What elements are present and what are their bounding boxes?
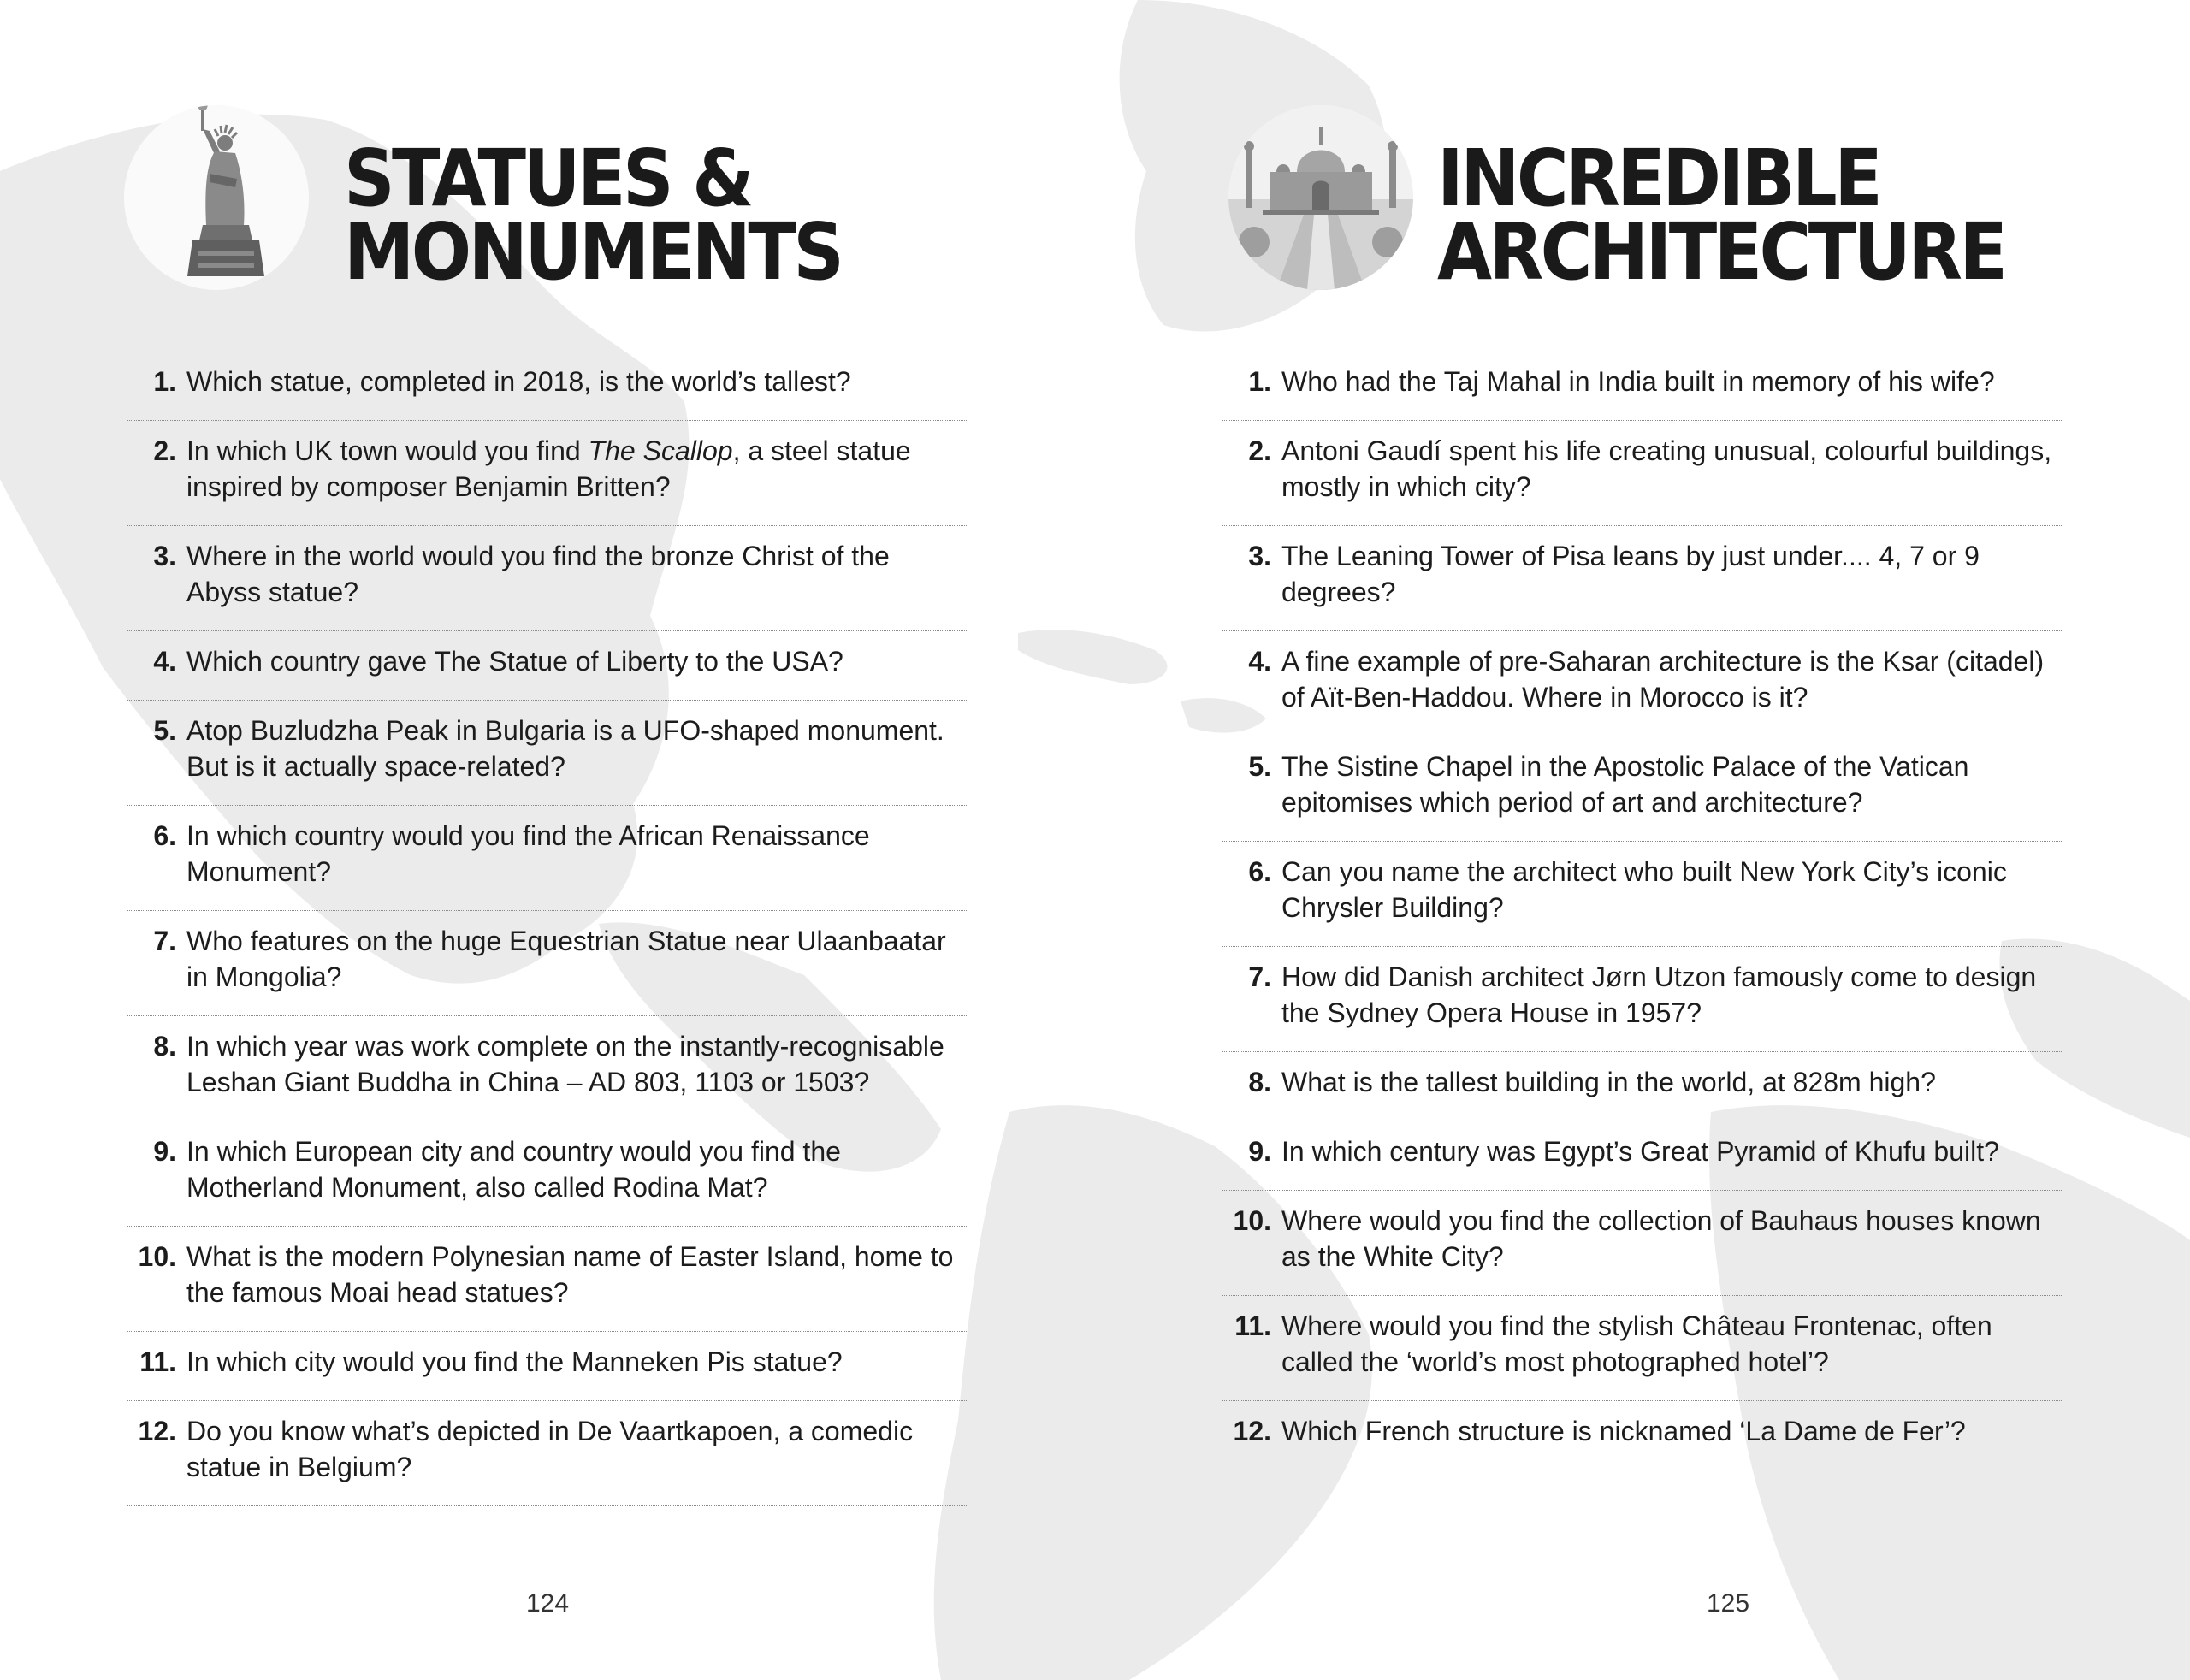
question-item xyxy=(127,1401,968,1506)
question-number: 9. xyxy=(1248,1136,1271,1167)
question-text: In which city would you find the Manneken Pis statue? xyxy=(186,1346,843,1377)
question-text: Who had the Taj Mahal in India built in memory of his wife? xyxy=(1281,366,1995,397)
title-line: STATUES & xyxy=(344,133,751,224)
taj-mahal-icon xyxy=(1228,105,1413,290)
question-list xyxy=(1222,352,2062,1470)
question-text-italic: The Scallop xyxy=(588,435,733,466)
question-text: Where would you find the stylish Château Frontenac, often called the ‘world’s most photographed hotel’? xyxy=(1281,1310,1992,1377)
right-page xyxy=(1095,0,2190,1680)
question-number: 9. xyxy=(153,1136,176,1167)
statue-of-liberty-icon xyxy=(124,105,309,290)
page-number: 125 xyxy=(1706,1589,1750,1618)
question-text: Who features on the huge Equestrian Statue near Ulaanbaatar in Mongolia? xyxy=(186,926,946,992)
question-text xyxy=(186,433,968,505)
question-number: 3. xyxy=(1248,541,1271,571)
title-line: ARCHITECTURE xyxy=(1437,206,2005,298)
question-number: 10. xyxy=(138,1241,176,1272)
question-number: 5. xyxy=(153,715,176,746)
question-item xyxy=(127,1332,968,1401)
title-line: INCREDIBLE xyxy=(1437,133,1880,224)
question-item xyxy=(127,526,968,631)
question-text: Antoni Gaudí spent his life creating unusual, colourful buildings, mostly in which city? xyxy=(1281,435,2052,502)
question-item xyxy=(1222,526,2062,631)
page-title xyxy=(344,133,842,298)
question-list xyxy=(127,352,968,1506)
question-item xyxy=(127,352,968,421)
question-item xyxy=(127,806,968,911)
question-number: 12. xyxy=(1233,1416,1271,1446)
question-item xyxy=(127,421,968,526)
question-text: Where in the world would you find the bronze Christ of the Abyss statue? xyxy=(186,541,890,607)
title-line: MONUMENTS xyxy=(344,206,842,298)
question-item xyxy=(1222,1296,2062,1401)
question-number: 8. xyxy=(153,1031,176,1062)
page-number: 124 xyxy=(525,1589,570,1618)
question-number: 2. xyxy=(1248,435,1271,466)
question-number: 12. xyxy=(138,1416,176,1446)
question-item xyxy=(1222,631,2062,736)
question-item xyxy=(1222,947,2062,1052)
question-item xyxy=(1222,736,2062,842)
question-text: Where would you find the collection of Bauhaus houses known as the White City? xyxy=(1281,1205,2041,1272)
question-item xyxy=(1222,352,2062,421)
question-text-part: In which UK town would you find xyxy=(186,435,589,466)
question-number: 10. xyxy=(1233,1205,1271,1236)
question-text: Which French structure is nicknamed ‘La Dame de Fer’? xyxy=(1281,1416,1966,1446)
question-number: 3. xyxy=(153,541,176,571)
question-item xyxy=(127,631,968,701)
question-text: The Leaning Tower of Pisa leans by just under.... 4, 7 or 9 degrees? xyxy=(1281,541,1980,607)
question-number: 4. xyxy=(1248,646,1271,677)
page-title xyxy=(1437,133,2005,298)
question-text: In which country would you find the African Renaissance Monument? xyxy=(186,820,870,887)
question-text: Which statue, completed in 2018, is the world’s tallest? xyxy=(186,366,851,397)
question-item xyxy=(127,911,968,1016)
question-number: 6. xyxy=(1248,856,1271,887)
question-item xyxy=(127,1016,968,1121)
question-text: What is the modern Polynesian name of Easter Island, home to the famous Moai head statues? xyxy=(186,1241,954,1308)
question-number: 1. xyxy=(153,366,176,397)
question-number: 11. xyxy=(139,1346,176,1377)
question-text: The Sistine Chapel in the Apostolic Palace of the Vatican epitomises which period of art and architecture? xyxy=(1281,751,1969,818)
question-item xyxy=(1222,1401,2062,1470)
question-item xyxy=(1222,421,2062,526)
question-number: 7. xyxy=(153,926,176,956)
question-text: How did Danish architect Jørn Utzon famously come to design the Sydney Opera House in 1957? xyxy=(1281,961,2037,1028)
question-text: A fine example of pre-Saharan architecture is the Ksar (citadel) of Aït-Ben-Haddou. Where in Morocco is it? xyxy=(1281,646,2045,713)
question-number: 8. xyxy=(1248,1067,1271,1097)
question-number: 2. xyxy=(153,435,176,466)
question-item xyxy=(1222,1121,2062,1191)
question-item xyxy=(1222,1191,2062,1296)
question-text: Which country gave The Statue of Liberty to the USA? xyxy=(186,646,843,677)
question-number: 4. xyxy=(153,646,176,677)
question-item xyxy=(127,701,968,806)
question-number: 11. xyxy=(1234,1310,1271,1341)
question-text: Can you name the architect who built New York City’s iconic Chrysler Building? xyxy=(1281,856,2007,923)
question-number: 6. xyxy=(153,820,176,851)
question-text: Atop Buzludzha Peak in Bulgaria is a UFO-shaped monument. But is it actually space-related? xyxy=(186,715,944,782)
question-text: Do you know what’s depicted in De Vaartkapoen, a comedic statue in Belgium? xyxy=(186,1416,914,1482)
question-item xyxy=(127,1227,968,1332)
question-text: In which century was Egypt’s Great Pyramid of Khufu built? xyxy=(1281,1136,1999,1167)
question-number: 1. xyxy=(1248,366,1271,397)
question-item xyxy=(1222,1052,2062,1121)
question-number: 5. xyxy=(1248,751,1271,782)
question-text-part: , a steel statue inspired by composer Benjamin Britten? xyxy=(186,435,911,502)
question-item xyxy=(127,1121,968,1227)
question-text: In which European city and country would you find the Motherland Monument, also called Rodina Mat? xyxy=(186,1136,841,1203)
question-item xyxy=(1222,842,2062,947)
question-text: In which year was work complete on the instantly-recognisable Leshan Giant Buddha in China – AD 803, 1103 or 1503? xyxy=(186,1031,944,1097)
question-text: What is the tallest building in the world, at 828m high? xyxy=(1281,1067,1936,1097)
question-number: 7. xyxy=(1248,961,1271,992)
